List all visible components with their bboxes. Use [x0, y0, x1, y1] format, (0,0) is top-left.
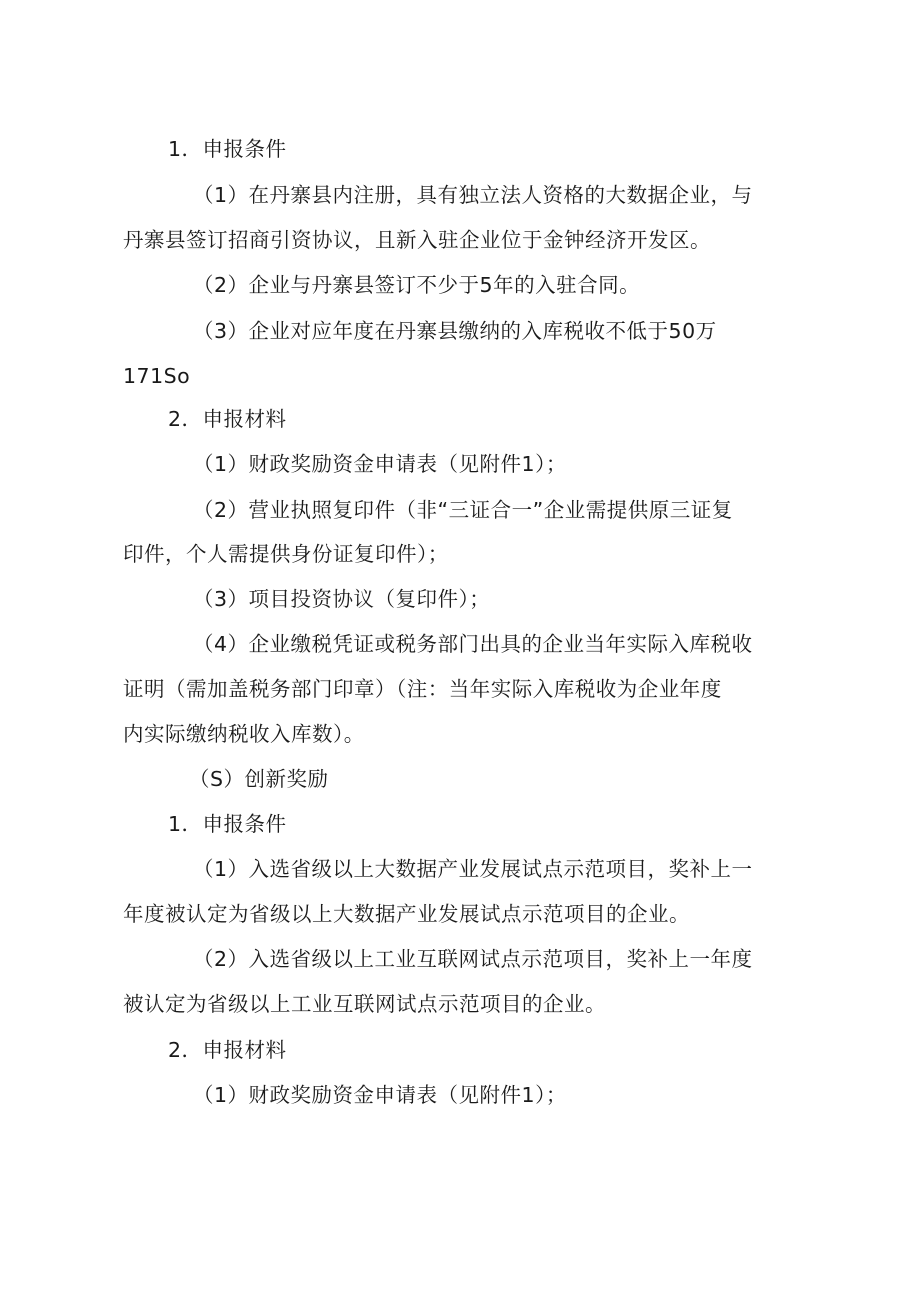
paragraph-line: 被认定为省级以上工业互联网试点示范项目的企业。 — [123, 992, 606, 1016]
paragraph-line: 证明（需加盖税务部门印章）（注：当年实际入库税收为企业年度 — [123, 677, 722, 701]
paragraph-line: （2）营业执照复印件（非“三证合一”企业需提供原三证复 — [193, 498, 733, 522]
paragraph-line: （4）企业缴税凭证或税务部门出具的企业当年实际入库税收 — [193, 632, 753, 656]
paragraph-line: （3）企业对应年度在丹寨县缴纳的入库税收不低于50万 — [193, 319, 717, 343]
section-heading-innovation-award: （S）创新奖励 — [189, 767, 329, 791]
heading-declaration-conditions: 1．申报条件 — [168, 812, 287, 836]
paragraph-line: 印件，个人需提供身份证复印件）； — [123, 542, 449, 566]
paragraph-line: （1）在丹寨县内注册，具有独立法人资格的大数据企业，与 — [193, 183, 753, 207]
paragraph-line: （1）财政奖励资金申请表（见附件1）； — [193, 452, 567, 476]
paragraph-line: 年度被认定为省级以上大数据产业发展试点示范项目的企业。 — [123, 902, 690, 926]
paragraph-line: （2）入选省级以上工业互联网试点示范项目，奖补上一年度 — [193, 947, 753, 971]
paragraph-line: （2）企业与丹寨县签订不少于5年的入驻合同。 — [193, 273, 641, 297]
heading-declaration-conditions: 1．申报条件 — [168, 137, 287, 161]
heading-declaration-materials: 2．申报材料 — [168, 1038, 287, 1062]
paragraph-line: 171So — [123, 364, 191, 388]
paragraph-line: 内实际缴纳税收入库数）。 — [123, 722, 365, 746]
paragraph-line: （1）入选省级以上大数据产业发展试点示范项目，奖补上一 — [193, 857, 753, 881]
paragraph-line: （1）财政奖励资金申请表（见附件1）； — [193, 1083, 567, 1107]
paragraph-line: （3）项目投资协议（复印件）； — [193, 587, 491, 611]
heading-declaration-materials: 2．申报材料 — [168, 407, 287, 431]
paragraph-line: 丹寨县签订招商引资协议，且新入驻企业位于金钟经济开发区。 — [123, 228, 711, 252]
